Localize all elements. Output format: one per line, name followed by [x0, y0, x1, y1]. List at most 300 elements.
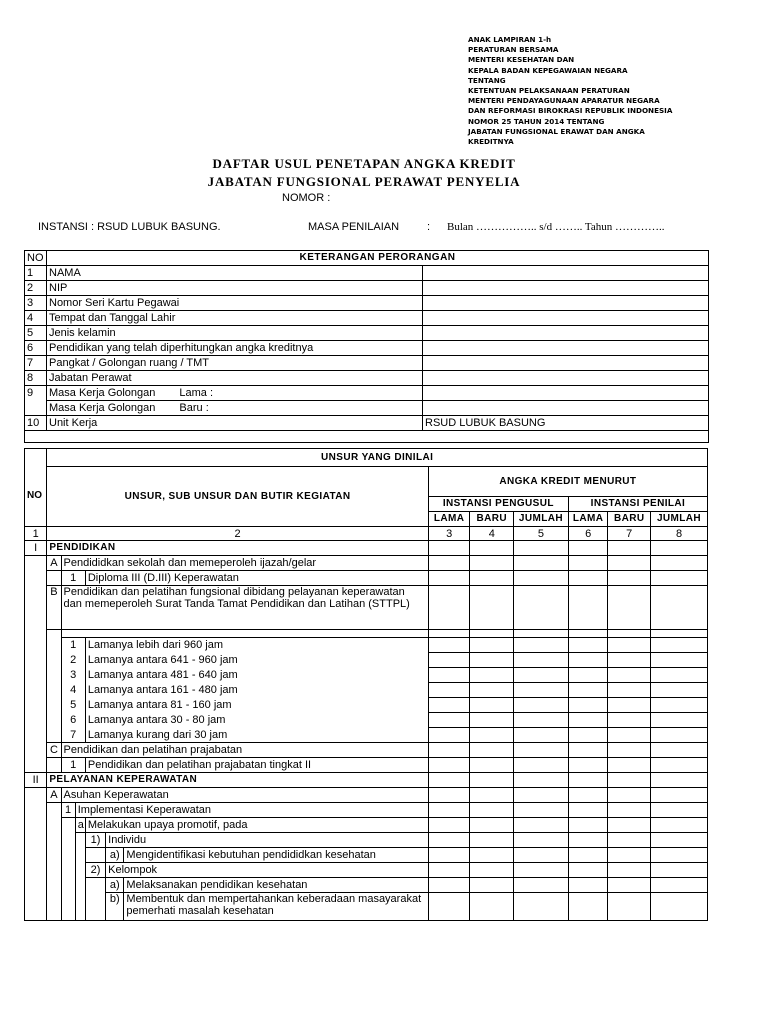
score-cell[interactable] [514, 863, 569, 878]
score-cell[interactable] [608, 713, 651, 728]
indent-cell [75, 893, 85, 921]
indent-cell [85, 848, 105, 863]
indent-cell [47, 713, 61, 728]
row-value-field[interactable] [423, 266, 709, 281]
table-row [25, 371, 709, 386]
score-cell[interactable] [608, 818, 651, 833]
indent-cell [47, 630, 61, 638]
row-no-empty [25, 698, 47, 713]
score-cell[interactable] [470, 638, 514, 653]
score-cell[interactable] [514, 713, 569, 728]
row-no-empty [25, 713, 47, 728]
appendix-line: ANAK LAMPIRAN 1-h [468, 35, 552, 44]
item-num: 1 [61, 638, 85, 653]
header-jumlah: JUMLAH [651, 512, 708, 527]
header-baru: BARU [608, 512, 651, 527]
table-row [25, 893, 708, 921]
item-num: 5 [61, 698, 85, 713]
row-label [47, 386, 423, 401]
indent-cell [47, 653, 61, 668]
score-cell[interactable] [608, 863, 651, 878]
sub-text: Pendidikan dan pelatihan prajabatan [61, 743, 428, 758]
score-cell[interactable] [651, 653, 708, 668]
item-text: Implementasi Keperawatan [75, 803, 428, 818]
header-unsur: UNSUR, SUB UNSUR DAN BUTIR KEGIATAN [47, 467, 429, 527]
appendix-reference [468, 35, 758, 147]
score-cell[interactable] [568, 818, 608, 833]
score-cell[interactable] [568, 878, 608, 893]
indent-cell [61, 833, 75, 848]
table-row [25, 401, 709, 416]
table-row [25, 326, 709, 341]
col-number: 1 [25, 527, 47, 541]
score-cell[interactable] [514, 728, 569, 743]
table-row [25, 638, 708, 653]
item-text: Melaksanakan pendidikan kesehatan [124, 878, 428, 893]
score-cell[interactable] [514, 586, 569, 630]
score-cell[interactable] [651, 630, 708, 638]
score-cell[interactable] [568, 728, 608, 743]
appendix-line: TENTANG [468, 75, 506, 85]
score-cell[interactable] [568, 863, 608, 878]
score-cell[interactable] [651, 571, 708, 586]
score-cell[interactable] [608, 878, 651, 893]
score-cell[interactable] [608, 848, 651, 863]
table-row [25, 653, 708, 668]
indent-cell [61, 878, 75, 893]
item-text: Lamanya antara 481 - 640 jam [85, 668, 428, 683]
score-cell[interactable] [428, 878, 470, 893]
score-cell[interactable] [651, 803, 708, 818]
sub-text: Pendididkan sekolah dan memeperoleh ijazah/gelar [61, 556, 428, 571]
score-cell[interactable] [514, 743, 569, 758]
score-cell[interactable] [568, 638, 608, 653]
score-cell[interactable] [608, 683, 651, 698]
score-cell[interactable] [428, 668, 470, 683]
score-cell[interactable] [428, 743, 470, 758]
document-subtitle: JABATAN FUNGSIONAL PERAWAT PENYELIA [207, 174, 521, 189]
score-cell[interactable] [651, 848, 708, 863]
score-cell[interactable] [428, 773, 470, 788]
row-no-empty [25, 833, 47, 848]
row-value-field[interactable] [423, 356, 709, 371]
row-value-field[interactable] [423, 311, 709, 326]
appendix-line: KETENTUAN PELAKSANAAN PERATURAN [468, 86, 630, 96]
row-no-empty [25, 401, 47, 416]
item-num: 6 [61, 713, 85, 728]
score-cell[interactable] [470, 863, 514, 878]
score-cell[interactable] [608, 653, 651, 668]
score-cell[interactable] [568, 571, 608, 586]
row-no: 2 [25, 281, 47, 296]
score-cell[interactable] [568, 586, 608, 630]
table-row [25, 668, 708, 683]
spacer-cell [61, 630, 428, 638]
item-text: Lamanya kurang dari 30 jam [85, 728, 428, 743]
score-cell[interactable] [568, 698, 608, 713]
score-cell[interactable] [470, 586, 514, 630]
score-cell[interactable] [470, 878, 514, 893]
score-cell[interactable] [514, 653, 569, 668]
score-cell[interactable] [568, 630, 608, 638]
row-no-empty [25, 668, 47, 683]
masa-kerja-label: Masa Kerja Golongan [49, 402, 156, 414]
indent-cell [61, 863, 75, 878]
score-cell[interactable] [470, 668, 514, 683]
col-number: 7 [608, 527, 651, 541]
item-num: 1 [61, 803, 75, 818]
sub-letter: A [47, 788, 61, 803]
score-cell[interactable] [428, 556, 470, 571]
indent-cell [47, 803, 61, 818]
score-cell[interactable] [470, 713, 514, 728]
score-cell[interactable] [428, 541, 470, 556]
header-no: NO [25, 251, 47, 266]
item-text: Lamanya antara 641 - 960 jam [85, 653, 428, 668]
row-label: NAMA [47, 266, 423, 281]
spacer-row [25, 431, 709, 443]
score-cell[interactable] [608, 541, 651, 556]
indent-cell [47, 863, 61, 878]
score-cell[interactable] [428, 833, 470, 848]
item-letter: b) [106, 893, 124, 921]
score-cell[interactable] [514, 848, 569, 863]
score-cell[interactable] [470, 758, 514, 773]
row-no-empty [25, 893, 47, 921]
score-cell[interactable] [568, 683, 608, 698]
row-label: Jabatan Perawat [47, 371, 423, 386]
header-baru: BARU [470, 512, 514, 527]
score-cell[interactable] [428, 728, 470, 743]
row-no-empty [25, 788, 47, 803]
row-no: 9 [25, 386, 47, 401]
row-value-field[interactable] [423, 296, 709, 311]
header-blank [25, 449, 47, 467]
item-text: Lamanya lebih dari 960 jam [85, 638, 428, 653]
appendix-line: JABATAN FUNGSIONAL ERAWAT DAN ANGKA [468, 126, 645, 136]
item-text: Melakukan upaya promotif, pada [85, 818, 428, 833]
unsur-title: UNSUR YANG DINILAI [47, 449, 708, 467]
score-cell[interactable] [608, 630, 651, 638]
score-cell[interactable] [428, 713, 470, 728]
col-number: 3 [428, 527, 470, 541]
score-cell[interactable] [514, 630, 569, 638]
score-cell[interactable] [568, 556, 608, 571]
row-value-field[interactable] [423, 281, 709, 296]
section-row [25, 773, 708, 788]
row-no-empty [25, 878, 47, 893]
sub-text: Asuhan Keperawatan [61, 788, 428, 803]
col-number: 5 [514, 527, 569, 541]
row-value-field[interactable]: RSUD LUBUK BASUNG [423, 416, 709, 431]
score-cell[interactable] [651, 698, 708, 713]
score-cell[interactable] [470, 788, 514, 803]
score-cell[interactable] [651, 818, 708, 833]
sub-letter: A [47, 556, 61, 571]
score-cell[interactable] [428, 698, 470, 713]
table-row [25, 311, 709, 326]
score-cell[interactable] [608, 833, 651, 848]
row-value-field[interactable] [423, 326, 709, 341]
score-cell[interactable] [428, 788, 470, 803]
masa-kerja-lama-label: Lama : [179, 387, 214, 399]
header-instansi-penilai: INSTANSI PENILAI [568, 497, 707, 512]
score-cell[interactable] [568, 541, 608, 556]
table-row [25, 356, 709, 371]
row-label: Unit Kerja [47, 416, 423, 431]
score-cell[interactable] [514, 818, 569, 833]
score-cell[interactable] [651, 638, 708, 653]
indent-cell [75, 878, 85, 893]
score-cell[interactable] [514, 668, 569, 683]
item-num: 4 [61, 683, 85, 698]
table-row [25, 848, 708, 863]
header-keterangan: KETERANGAN PERORANGAN [47, 251, 709, 266]
row-no: 8 [25, 371, 47, 386]
periode-field[interactable]: Bulan …………….. s/d …….. Tahun ………….. [447, 221, 665, 233]
table-row [25, 818, 708, 833]
score-cell[interactable] [470, 698, 514, 713]
score-cell[interactable] [651, 893, 708, 921]
score-cell[interactable] [428, 848, 470, 863]
score-cell[interactable] [651, 863, 708, 878]
item-text: Lamanya antara 30 - 80 jam [85, 713, 428, 728]
table-row [25, 296, 709, 311]
score-cell[interactable] [651, 788, 708, 803]
indent-cell [47, 571, 61, 586]
score-cell[interactable] [514, 893, 569, 921]
score-cell[interactable] [651, 668, 708, 683]
table-row [25, 556, 708, 571]
header-no: NO [25, 467, 47, 527]
table-row [25, 863, 708, 878]
table-row [25, 878, 708, 893]
score-cell[interactable] [428, 571, 470, 586]
row-no-empty [25, 848, 47, 863]
item-num: 1 [61, 571, 85, 586]
indent-cell [75, 848, 85, 863]
score-cell[interactable] [608, 556, 651, 571]
score-cell[interactable] [428, 818, 470, 833]
score-cell[interactable] [514, 698, 569, 713]
score-cell[interactable] [470, 728, 514, 743]
item-text: Individu [106, 833, 429, 848]
score-cell[interactable] [470, 833, 514, 848]
column-number-row [25, 527, 708, 541]
score-cell[interactable] [568, 893, 608, 921]
header-jumlah: JUMLAH [514, 512, 569, 527]
header-lama: LAMA [568, 512, 608, 527]
indent-cell [47, 833, 61, 848]
score-cell[interactable] [568, 713, 608, 728]
score-cell[interactable] [514, 571, 569, 586]
score-cell[interactable] [651, 683, 708, 698]
score-cell[interactable] [608, 773, 651, 788]
score-cell[interactable] [608, 668, 651, 683]
score-cell[interactable] [514, 758, 569, 773]
score-cell[interactable] [470, 848, 514, 863]
score-cell[interactable] [470, 683, 514, 698]
score-cell[interactable] [651, 728, 708, 743]
indent-cell [47, 683, 61, 698]
spacer-cell [25, 431, 709, 443]
score-cell[interactable] [651, 713, 708, 728]
table-row [25, 728, 708, 743]
score-cell[interactable] [568, 773, 608, 788]
score-cell[interactable] [470, 653, 514, 668]
masa-kerja-label: Masa Kerja Golongan [49, 387, 156, 399]
score-cell[interactable] [470, 773, 514, 788]
score-cell[interactable] [568, 803, 608, 818]
score-cell[interactable] [568, 758, 608, 773]
row-no: 3 [25, 296, 47, 311]
score-cell[interactable] [428, 893, 470, 921]
table-header-row [25, 467, 708, 497]
row-no-empty [25, 683, 47, 698]
score-cell[interactable] [514, 833, 569, 848]
row-no: 6 [25, 341, 47, 356]
row-no-empty [25, 803, 47, 818]
score-cell[interactable] [568, 668, 608, 683]
row-value-field[interactable] [423, 386, 709, 401]
table-row [25, 586, 708, 630]
table-row [25, 386, 709, 401]
score-cell[interactable] [428, 638, 470, 653]
score-cell[interactable] [651, 541, 708, 556]
score-cell[interactable] [514, 803, 569, 818]
score-cell[interactable] [428, 683, 470, 698]
header-angka-kredit: ANGKA KREDIT MENURUT [428, 467, 707, 497]
score-cell[interactable] [470, 893, 514, 921]
table-header-row [25, 251, 709, 266]
table-row [25, 683, 708, 698]
indent-cell [47, 728, 61, 743]
score-cell[interactable] [608, 743, 651, 758]
score-cell[interactable] [514, 773, 569, 788]
score-cell[interactable] [514, 638, 569, 653]
score-cell[interactable] [470, 743, 514, 758]
score-cell[interactable] [428, 586, 470, 630]
score-cell[interactable] [651, 743, 708, 758]
indent-cell [85, 893, 105, 921]
sub-letter: B [47, 586, 61, 630]
instansi-label: INSTANSI : RSUD LUBUK BASUNG. [38, 221, 221, 233]
indent-cell [61, 893, 75, 921]
section-row [25, 541, 708, 556]
appendix-line: MENTERI KESEHATAN DAN [468, 55, 575, 65]
row-value-field[interactable] [423, 401, 709, 416]
masa-kerja-baru-label: Baru : [179, 402, 209, 414]
score-cell[interactable] [651, 586, 708, 630]
item-text: Diploma III (D.III) Keperawatan [85, 571, 428, 586]
row-value-field[interactable] [423, 371, 709, 386]
score-cell[interactable] [470, 630, 514, 638]
table-row [25, 713, 708, 728]
score-cell[interactable] [608, 788, 651, 803]
score-cell[interactable] [568, 848, 608, 863]
score-cell[interactable] [568, 833, 608, 848]
row-no-empty [25, 556, 47, 571]
item-letter: a [75, 818, 85, 833]
item-text: Membentuk dan mempertahankan keberadaan masayarakat pemerhati masalah kesehatan [124, 893, 428, 921]
score-cell[interactable] [651, 773, 708, 788]
row-no-empty [25, 638, 47, 653]
section-title: PELAYANAN KEPERAWATAN [47, 773, 429, 788]
row-no-empty [25, 630, 47, 638]
score-cell[interactable] [608, 728, 651, 743]
score-cell[interactable] [470, 571, 514, 586]
col-number: 4 [470, 527, 514, 541]
row-no: 7 [25, 356, 47, 371]
score-cell[interactable] [608, 571, 651, 586]
indent-cell [47, 758, 61, 773]
indent-cell [47, 848, 61, 863]
row-label [47, 401, 423, 416]
indent-cell [85, 878, 105, 893]
header-instansi-pengusul: INSTANSI PENGUSUL [428, 497, 568, 512]
item-num: 2 [61, 653, 85, 668]
score-cell[interactable] [428, 803, 470, 818]
row-no-empty [25, 586, 47, 630]
score-cell[interactable] [608, 893, 651, 921]
nomor-label: NOMOR : [282, 192, 331, 204]
table-row [25, 571, 708, 586]
score-cell[interactable] [428, 630, 470, 638]
score-cell[interactable] [651, 758, 708, 773]
table-row [25, 630, 708, 638]
row-value-field[interactable] [423, 341, 709, 356]
score-cell[interactable] [514, 878, 569, 893]
table-row [25, 758, 708, 773]
table-row [25, 743, 708, 758]
sub-letter: C [47, 743, 61, 758]
appendix-line: NOMOR 25 TAHUN 2014 TENTANG [468, 116, 605, 126]
score-cell[interactable] [651, 878, 708, 893]
score-cell[interactable] [514, 683, 569, 698]
row-label: Pendidikan yang telah diperhitungkan angka kreditnya [47, 341, 423, 356]
score-cell[interactable] [514, 541, 569, 556]
score-cell[interactable] [470, 818, 514, 833]
item-text: Mengidentifikasi kebutuhan pendididkan kesehatan [124, 848, 428, 863]
score-cell[interactable] [608, 586, 651, 630]
score-cell[interactable] [470, 541, 514, 556]
score-cell[interactable] [651, 556, 708, 571]
row-no-empty [25, 728, 47, 743]
row-label: NIP [47, 281, 423, 296]
score-cell[interactable] [428, 758, 470, 773]
item-text: Lamanya antara 81 - 160 jam [85, 698, 428, 713]
score-cell[interactable] [514, 788, 569, 803]
score-cell[interactable] [470, 803, 514, 818]
col-number: 6 [568, 527, 608, 541]
score-cell[interactable] [608, 803, 651, 818]
score-cell[interactable] [428, 863, 470, 878]
score-cell[interactable] [608, 698, 651, 713]
score-cell[interactable] [568, 788, 608, 803]
score-cell[interactable] [568, 653, 608, 668]
score-cell[interactable] [608, 758, 651, 773]
row-no: 5 [25, 326, 47, 341]
score-cell[interactable] [428, 653, 470, 668]
score-cell[interactable] [514, 556, 569, 571]
score-cell[interactable] [470, 556, 514, 571]
score-cell[interactable] [568, 743, 608, 758]
score-cell[interactable] [651, 833, 708, 848]
indent-cell [75, 863, 85, 878]
section-roman: II [25, 773, 47, 788]
item-num: 1 [61, 758, 85, 773]
score-cell[interactable] [608, 638, 651, 653]
